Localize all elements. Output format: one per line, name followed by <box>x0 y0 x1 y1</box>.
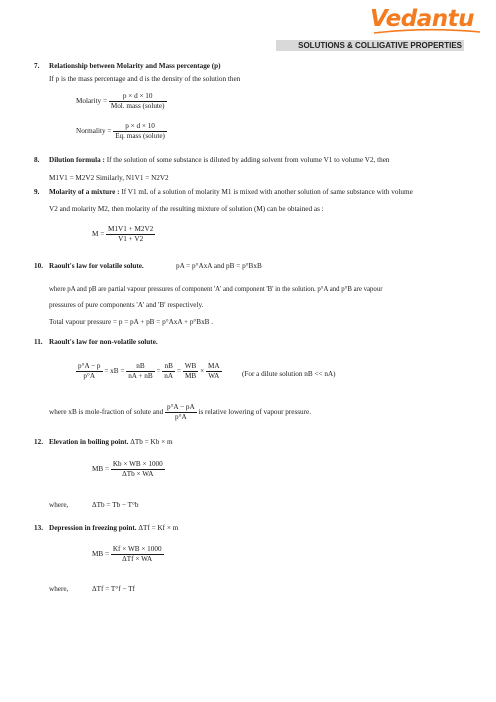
mole-fraction-eq: = xB = <box>104 367 125 376</box>
section-8-line <box>49 156 390 165</box>
boiling-denominator: ΔTb × WA <box>111 469 165 479</box>
relative-lowering-numerator: p°A − pA <box>166 403 195 411</box>
boiling-fraction <box>111 460 165 479</box>
section-7-title: Relationship between Molarity and Mass percentage (p) <box>49 62 221 70</box>
boiling-lhs: MB = <box>92 465 110 474</box>
section-9-text-1: If V1 mL of a solution of molarity M1 is mixed with another solution of same substance with volume <box>121 188 413 196</box>
section-13-number: 13. <box>34 524 43 532</box>
normality-formula <box>76 122 167 141</box>
logo-swoosh-icon <box>372 28 482 36</box>
rlvp-denominator: p°A <box>76 371 103 381</box>
dilution-formula: M1V1 = M2V2 Similarly, N1V1 = N2V2 <box>49 174 169 182</box>
freezing-denominator: ΔTf × WA <box>111 554 164 564</box>
freezing-lhs: MB = <box>92 550 110 559</box>
mass-ratio-denominator: MB <box>183 371 199 381</box>
mole-ratio-numerator: nB <box>136 362 145 370</box>
section-7-number: 7. <box>34 62 40 70</box>
section-9-line <box>49 188 413 197</box>
section-10-text-2: pressures of pure components 'A' and 'B' respectively. <box>49 301 204 309</box>
section-8-title: Dilution formula : <box>49 156 105 164</box>
dilute-ratio-fraction <box>162 362 175 381</box>
mass-ratio-numerator: WB <box>184 362 197 370</box>
freezing-where-label: where, <box>49 585 69 593</box>
freezing-fraction <box>111 545 164 564</box>
raoult-volatile-formula: pA = p°AxA and pB = p°BxB <box>176 262 262 270</box>
boiling-where-label: where, <box>49 501 69 509</box>
mass-ratio-fraction <box>183 362 199 381</box>
section-12-title-eq: ΔTb = Kb × m <box>130 438 173 446</box>
molarity-lhs: Molarity = <box>76 97 108 106</box>
section-8-text: If the solution of some substance is diluted by adding solvent from volume V1 to volume V2, then <box>106 156 390 164</box>
section-9-number: 9. <box>34 188 40 196</box>
section-7-text: If p is the mass percentage and d is the density of the solution then <box>49 75 241 83</box>
relative-lowering-fraction <box>165 403 197 422</box>
mole-ratio-fraction <box>126 362 154 381</box>
vedantu-logo <box>370 6 482 36</box>
rlvp-numerator: p°A − p <box>78 362 101 370</box>
molarity-fraction <box>109 92 167 111</box>
section-10-title: Raoult's law for volatile solute. <box>49 262 144 270</box>
boiling-where-eq: ΔTb = Tb − T°b <box>92 501 139 509</box>
mixture-lhs: M = <box>92 230 105 239</box>
dilute-solution-note: (For a dilute solution nB << nA) <box>242 370 336 378</box>
equals-2: = <box>176 367 181 376</box>
equals-1: = <box>156 367 161 376</box>
section-10-text-1: where pA and pB are partial vapour pressures of component 'A' and component 'B' in the solution. p°A and p°B are vapour <box>49 286 383 293</box>
freezing-where-eq: ΔTf = T°f − Tf <box>92 585 135 593</box>
molar-mass-numerator: MA <box>207 362 220 370</box>
section-13-title-eq: ΔTf = Kf × m <box>138 524 179 532</box>
molarity-numerator: p × d × 10 <box>122 92 153 100</box>
mixture-fraction <box>106 225 155 244</box>
relative-lowering-text-a: where xB is mole-fraction of solute and <box>49 408 164 417</box>
section-12-number: 12. <box>34 438 43 446</box>
section-13-title: Depression in freezing point. <box>49 524 137 532</box>
section-10-number: 10. <box>34 262 43 270</box>
boiling-point-formula <box>92 460 165 479</box>
section-9-text-2: V2 and molarity M2, then molarity of the resulting mixture of solution (M) can be obtained as : <box>49 205 324 213</box>
normality-denominator: Eq. mass (solute) <box>115 132 165 140</box>
dilute-ratio-denominator: nA <box>164 372 174 380</box>
molarity-denominator: Mol. mass (solute) <box>110 102 165 110</box>
logo-text: Vedantu <box>370 6 474 32</box>
section-12-title: Elevation in boiling point. <box>49 438 129 446</box>
freezing-point-formula <box>92 545 164 564</box>
molarity-formula <box>76 92 167 111</box>
chapter-title: SOLUTIONS & COLLIGATIVE PROPERTIES <box>298 41 462 50</box>
section-9-title: Molarity of a mixture : <box>49 188 120 196</box>
section-12-line <box>49 438 173 447</box>
chapter-header-bar <box>276 40 464 51</box>
molar-mass-denominator: WA <box>206 371 222 381</box>
relative-lowering-line <box>49 403 311 422</box>
normality-fraction <box>113 122 167 141</box>
boiling-numerator: Kb × WB × 1000 <box>112 460 163 468</box>
relative-lowering-denominator: p°A <box>165 412 197 422</box>
mixture-numerator: M1V1 + M2V2 <box>108 225 154 233</box>
dilute-ratio-numerator: nB <box>164 362 173 370</box>
mole-ratio-denominator: nA + nB <box>128 372 153 380</box>
rlvp-fraction <box>76 362 103 381</box>
total-vapour-pressure: Total vapour pressure = p = pA + pB = p°AxA + p°BxB . <box>49 318 214 326</box>
mixture-molarity-formula <box>92 225 155 244</box>
mixture-denominator: V1 + V2 <box>106 234 155 244</box>
section-8-number: 8. <box>34 156 40 164</box>
raoult-nonvolatile-formula <box>76 362 222 381</box>
section-11-number: 11. <box>34 338 43 346</box>
molar-mass-ratio-fraction <box>206 362 222 381</box>
section-13-line <box>49 524 178 533</box>
freezing-numerator: Kf × WB × 1000 <box>112 545 162 553</box>
relative-lowering-text-b: is relative lowering of vapour pressure. <box>198 408 312 417</box>
times-sign: × <box>200 367 205 376</box>
normality-lhs: Normality = <box>76 127 112 136</box>
normality-numerator: p × d × 10 <box>125 122 155 130</box>
section-11-title: Raoult's law for non-volatile solute. <box>49 338 158 346</box>
